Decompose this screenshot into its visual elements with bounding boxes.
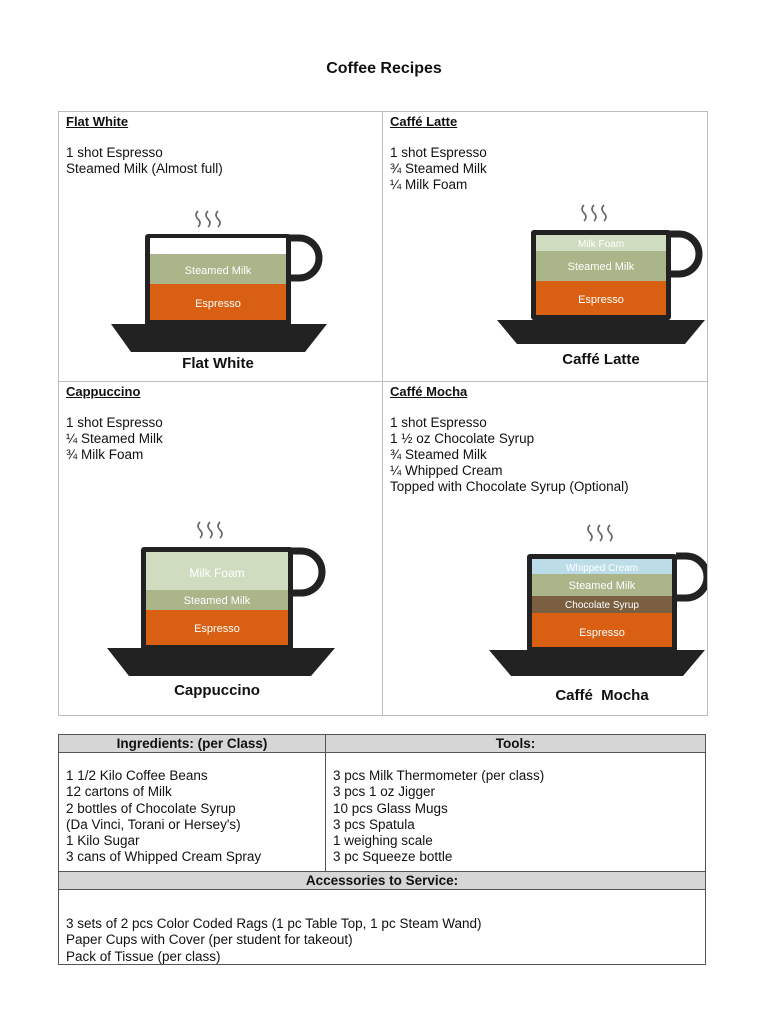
cup-handle: [289, 238, 319, 278]
cup-layer-label: Steamed Milk: [567, 261, 635, 273]
recipe-line: ¾ Milk Foam: [66, 447, 144, 462]
caffe-mocha-cup-illustration: [383, 382, 707, 715]
cup-handle: [669, 234, 699, 274]
recipe-line: 1 shot Espresso: [390, 145, 487, 160]
recipe-grid: [58, 111, 708, 716]
list-item: Paper Cups with Cover (per student for takeout): [66, 932, 353, 948]
list-item: 3 pc Squeeze bottle: [333, 849, 453, 865]
steam-icon: [588, 525, 612, 541]
cup-layer-label: Whipped Cream: [565, 563, 639, 574]
recipe-card-flat-white: [59, 112, 383, 382]
recipe-name: Caffé Mocha: [390, 384, 468, 399]
cup-handle: [291, 551, 322, 593]
recipe-line: 1 shot Espresso: [66, 145, 163, 160]
list-item: 12 cartons of Milk: [66, 784, 172, 800]
recipe-line: 1 shot Espresso: [390, 415, 487, 430]
recipe-line: ¼ Steamed Milk: [66, 431, 163, 446]
recipe-line: ¾ Steamed Milk: [390, 447, 487, 462]
recipe-card-caffe-mocha: [383, 382, 707, 715]
cup-caption: Cappuccino: [174, 682, 260, 699]
list-item: 3 pcs Spatula: [333, 816, 415, 832]
accessories-header: Accessories to Service:: [59, 872, 705, 890]
list-item: 10 pcs Glass Mugs: [333, 800, 448, 816]
cup-caption: Caffé Mocha: [555, 687, 649, 704]
steam-icon: [196, 211, 220, 227]
ingredients-list: [66, 768, 261, 866]
cup-layer-label: Milk Foam: [189, 566, 245, 580]
recipe-line: 1 shot Espresso: [66, 415, 163, 430]
cup-layer-label: Espresso: [578, 294, 624, 306]
recipe-card-cappuccino: [59, 382, 383, 715]
cup-layer-label: Steamed Milk: [184, 265, 252, 277]
caffe-latte-cup-illustration: [383, 112, 707, 382]
cup-layer-label: Chocolate Syrup: [565, 600, 639, 611]
cappuccino-cup-illustration: [59, 382, 383, 715]
recipe-name: Flat White: [66, 114, 129, 129]
tools-header: Tools:: [326, 735, 705, 753]
steam-icon: [198, 522, 222, 538]
recipe-line: Steamed Milk (Almost full): [66, 161, 223, 176]
recipe-line: ¼ Milk Foam: [390, 177, 468, 192]
recipe-line: 1 ½ oz Chocolate Syrup: [390, 431, 535, 446]
cup-caption: Flat White: [182, 355, 254, 372]
cup-layer-label: Steamed Milk: [183, 595, 251, 607]
ingredients-header: Ingredients: (per Class): [59, 735, 325, 753]
list-item: 3 pcs 1 oz Jigger: [333, 784, 436, 800]
recipe-name: Cappuccino: [66, 384, 141, 399]
tools-list: [333, 768, 544, 866]
recipe-line: Topped with Chocolate Syrup (Optional): [390, 479, 629, 494]
recipe-line: ¾ Steamed Milk: [390, 161, 487, 176]
list-item: (Da Vinci, Torani or Hersey's): [66, 816, 241, 832]
cup-caption: Caffé Latte: [562, 351, 640, 368]
list-item: 3 pcs Milk Thermometer (per class): [333, 768, 545, 783]
recipe-name: Caffé Latte: [390, 114, 458, 129]
list-item: 1 Kilo Sugar: [66, 833, 140, 849]
list-item: 3 sets of 2 pcs Color Coded Rags (1 pc Table Top, 1 pc Steam Wand): [66, 916, 482, 931]
flat-white-cup-illustration: [59, 112, 383, 382]
cup-layer-label: Milk Foam: [577, 239, 625, 250]
column-divider: [325, 735, 326, 871]
list-item: Pack of Tissue (per class): [66, 948, 221, 964]
saucer: [111, 324, 327, 352]
recipe-card-caffe-latte: [383, 112, 707, 382]
cup-handle: [676, 556, 707, 598]
saucer: [489, 650, 705, 676]
steam-icon: [582, 205, 606, 221]
saucer: [497, 320, 705, 344]
cup-layer-label: Espresso: [195, 298, 241, 310]
recipe-line: ¼ Whipped Cream: [390, 463, 503, 478]
supplies-table: [58, 734, 706, 965]
accessories-list: [66, 916, 481, 965]
cup-layer-label: Espresso: [579, 627, 625, 639]
list-item: 1 1/2 Kilo Coffee Beans: [66, 768, 208, 783]
list-item: 1 weighing scale: [333, 833, 433, 849]
list-item: 3 cans of Whipped Cream Spray: [66, 849, 262, 865]
list-item: 2 bottles of Chocolate Syrup: [66, 800, 236, 816]
cup-layer-label: Espresso: [194, 623, 240, 635]
cup-layer-label: Steamed Milk: [568, 580, 636, 592]
page-title: Coffee Recipes: [326, 60, 442, 77]
saucer: [107, 648, 335, 676]
